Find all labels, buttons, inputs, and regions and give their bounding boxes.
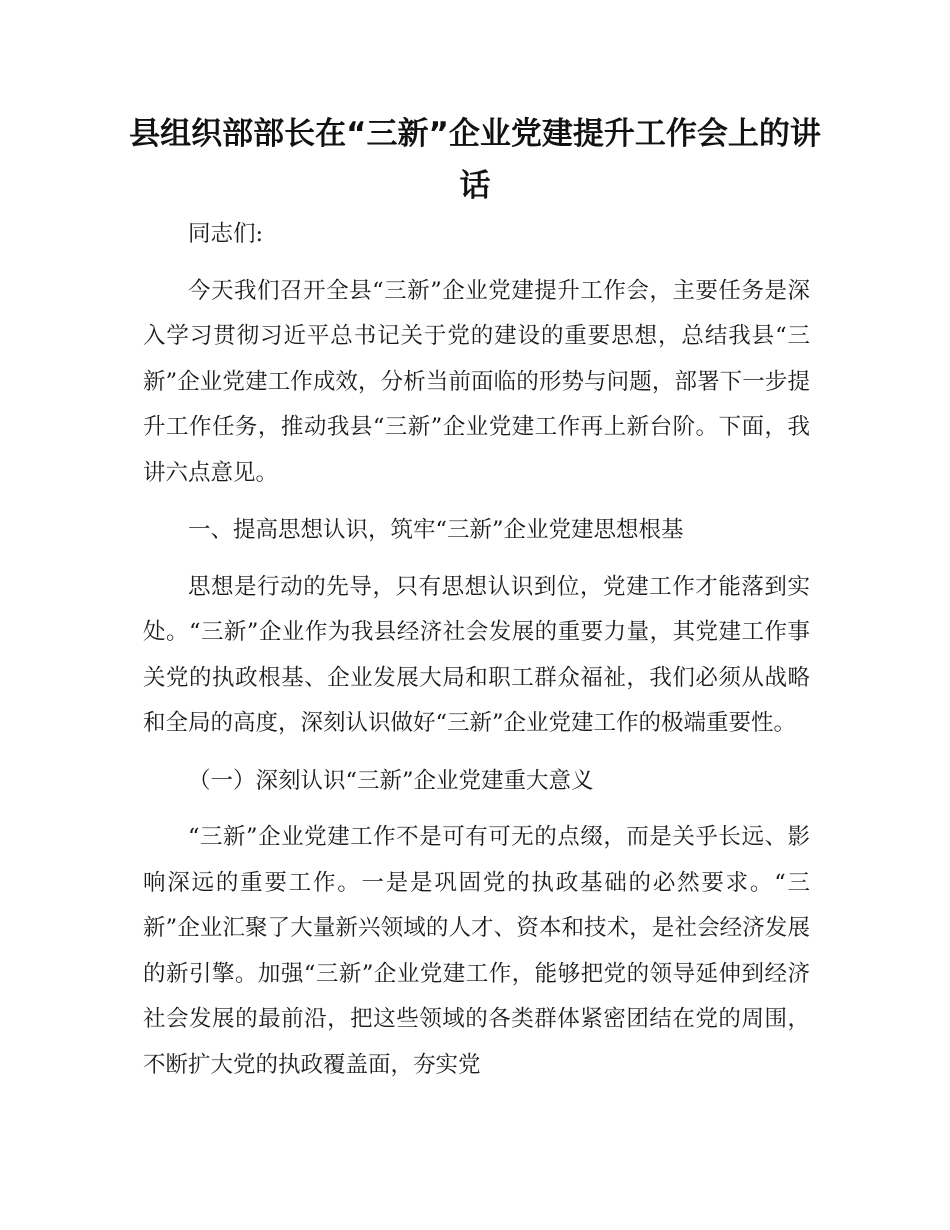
intro-paragraph: 今天我们召开全县“三新”企业党建提升工作会，主要任务是深入学习贯彻习近平总书记关于党的建设的重要思想，总结我县“三新”企业党建工作成效，分析当前面临的形势与问题，部署下一步提升工作任务，推动我县“三新”企业党建工作再上新台阶。下面，我讲六点意见。: [143, 277, 810, 486]
subsection-heading: （一）深刻认识“三新”企业党建重大意义: [188, 767, 594, 794]
document-title: 县组织部部长在“三新”企业党建提升工作会上的讲话: [129, 116, 821, 204]
section-heading: 一、提高思想认识，筑牢“三新”企业党建思想根基: [188, 517, 684, 543]
subsection-paragraph: “三新”企业党建工作不是可有可无的点缀，而是关乎长远、影响深远的重要工作。一是是巩固党的执政基础的必然要求。“三新”企业汇聚了大量新兴领域的人才、资本和技术，是社会经济发展的新引擎。加强“三新”企业党建工作，能够把党的领导延伸到经济社会发展的最前沿，把这些领域的各类群体紧密团结在党的周围，不断扩大党的执政覆盖面，夯实党: [143, 824, 810, 1078]
salutation: 同志们:: [188, 221, 264, 247]
section-paragraph: 思想是行动的先导，只有思想认识到位，党建工作才能落到实处。“三新”企业作为我县经济社会发展的重要力量，其党建工作事关党的执政根基、企业发展大局和职工群众福祉，我们必须从战略和全局的高度，深刻认识做好“三新”企业党建工作的极端重要性。: [143, 573, 810, 736]
document-body: [143, 212, 810, 1100]
